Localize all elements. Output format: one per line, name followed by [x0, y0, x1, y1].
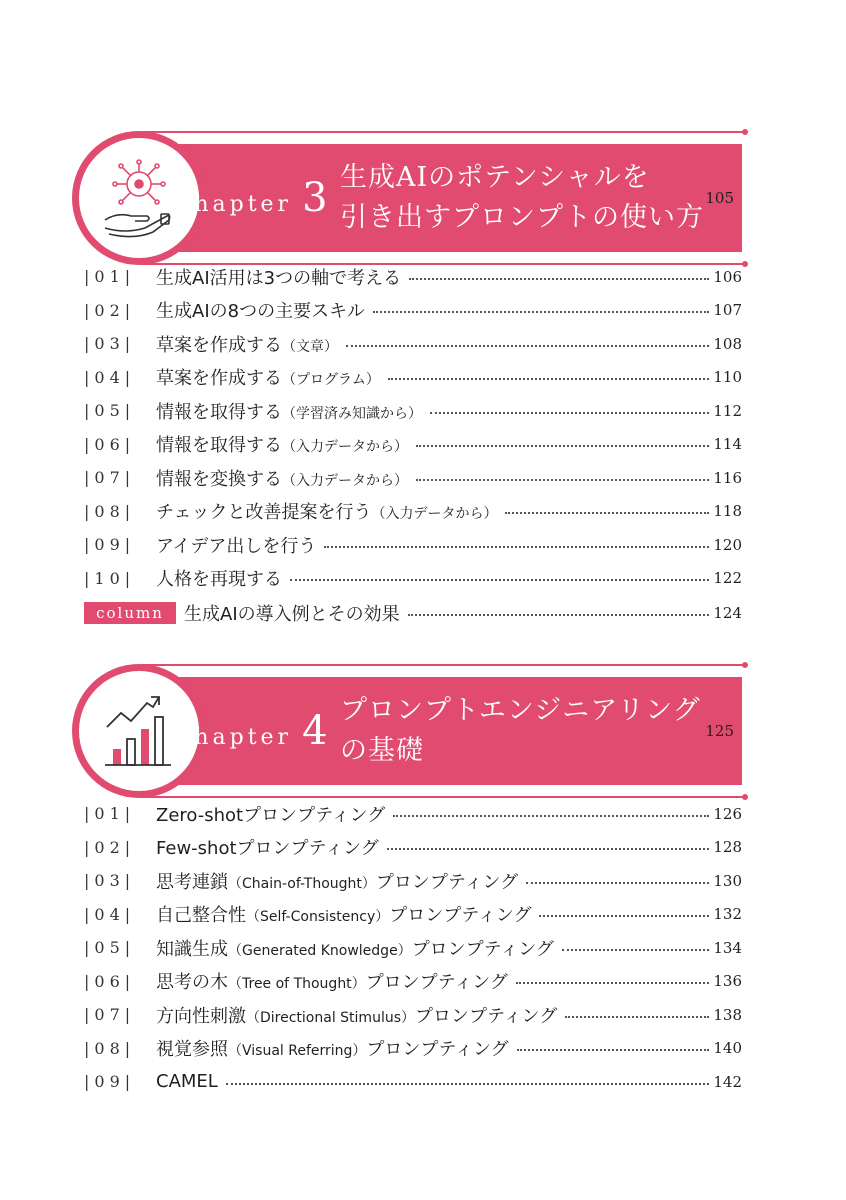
chapter-number: 3 [302, 175, 328, 221]
toc-page: 132 [713, 905, 742, 924]
toc-title [156, 398, 422, 424]
toc-number: |08| [84, 501, 136, 521]
toc-title [156, 1071, 218, 1092]
toc-entry[interactable] [84, 260, 742, 294]
toc-entry[interactable] [84, 1032, 742, 1066]
toc-title-main: 生成AIの8つの主要スキル [156, 301, 365, 323]
dot-leader [346, 345, 709, 347]
toc-title-main: Zero-shotプロンプティング [156, 804, 386, 826]
toc-title-sub: （プログラム） [282, 372, 380, 389]
toc-title [156, 364, 380, 390]
toc-entry[interactable] [84, 864, 742, 898]
toc-entry[interactable] [84, 965, 742, 999]
chapter-3-toc [84, 260, 742, 595]
toc-entry[interactable] [84, 528, 742, 562]
toc-page: 118 [713, 502, 742, 521]
dot-leader [409, 278, 709, 280]
toc-page: 134 [713, 938, 742, 957]
toc-entry[interactable] [84, 1065, 742, 1099]
chapter-4-header [72, 664, 746, 798]
toc-title-main: 情報を取得する [156, 435, 282, 457]
toc-page: 142 [713, 1072, 742, 1091]
toc-title-main: 思考の木 [156, 972, 228, 994]
chapter-4-toc [84, 797, 742, 1099]
toc-number: |08| [84, 1038, 136, 1058]
toc-title-main: 生成AI活用は3つの軸で考える [156, 267, 402, 289]
toc-title-main: 自己整合性 [156, 905, 246, 927]
toc-title [156, 465, 408, 491]
toc-title-suffix: プロンプティング [375, 871, 519, 893]
toc-entry[interactable] [84, 998, 742, 1032]
toc-number: |07| [84, 468, 136, 488]
dot-leader [226, 1083, 710, 1085]
toc-entry[interactable] [84, 294, 742, 328]
chapter-3-header [72, 131, 746, 265]
toc-entry[interactable] [84, 361, 742, 395]
toc-title-main: 草案を作成する [156, 368, 282, 390]
toc-page: 112 [713, 401, 742, 420]
toc-title-suffix: プロンプティング [365, 972, 508, 994]
dot-leader [517, 1049, 710, 1051]
toc-number: |05| [84, 401, 136, 421]
dot-leader [526, 882, 709, 884]
toc-title-sub: （Chain-of-Thought） [228, 875, 376, 892]
toc-title [156, 968, 508, 994]
toc-title [156, 834, 379, 860]
chapter-title-line1: 生成AIのポテンシャルを [340, 162, 650, 193]
chapter-page[interactable]: 105 [705, 189, 734, 207]
toc-title-sub: （Tree of Thought） [228, 976, 366, 993]
toc-entry[interactable] [84, 562, 742, 596]
toc-title-suffix: プロンプティング [366, 1039, 509, 1061]
toc-page: 126 [713, 804, 742, 823]
toc-title-main: 草案を作成する [156, 334, 282, 356]
dot-leader [290, 579, 709, 581]
toc-page: 138 [713, 1005, 742, 1024]
chapter-label [178, 708, 328, 754]
toc-entry[interactable] [84, 394, 742, 428]
toc-page: 130 [713, 871, 742, 890]
toc-title-sub: （Directional Stimulus） [246, 1009, 415, 1026]
toc-number: |09| [84, 1072, 136, 1092]
toc-title-suffix: プロンプティング [415, 1005, 558, 1027]
toc-number: |07| [84, 1005, 136, 1025]
chapter-rule-top [142, 131, 746, 133]
dot-leader [539, 915, 709, 917]
toc-title-main: 思考連鎖 [156, 871, 228, 893]
toc-number: |04| [84, 904, 136, 924]
toc-page: 110 [713, 368, 742, 387]
toc-page: 107 [713, 301, 742, 320]
dot-leader [505, 512, 709, 514]
dot-leader [393, 815, 709, 817]
chapter-label [178, 175, 328, 221]
chapter-word: chapter [178, 725, 293, 750]
dot-leader [565, 1016, 709, 1018]
ai-brain-hand-icon [95, 154, 183, 242]
toc-number: |06| [84, 971, 136, 991]
toc-entry[interactable] [84, 898, 742, 932]
toc-title [156, 331, 338, 357]
toc-number: |03| [84, 871, 136, 891]
toc-number: |01| [84, 804, 136, 824]
toc-title-sub: （入力データから） [371, 506, 498, 523]
toc-entry[interactable] [84, 428, 742, 462]
dot-leader [408, 614, 710, 616]
column-entry[interactable] [84, 596, 742, 630]
toc-entry[interactable] [84, 831, 742, 865]
growth-chart-icon [95, 687, 183, 775]
toc-title [156, 532, 316, 558]
dot-leader [430, 412, 709, 414]
chapter-number: 4 [302, 708, 328, 754]
toc-title-main: Few-shotプロンプティング [156, 838, 379, 860]
toc-title [156, 868, 518, 894]
toc-page: 120 [713, 535, 742, 554]
dot-leader [387, 848, 710, 850]
toc-number: |01| [84, 267, 136, 287]
toc-title [156, 1035, 509, 1061]
toc-page: 128 [713, 838, 742, 857]
toc-number: |03| [84, 334, 136, 354]
toc-number: |06| [84, 434, 136, 454]
toc-title-main: 情報を変換する [156, 468, 282, 490]
toc-title-main: 人格を再現する [156, 569, 282, 591]
toc-title-sub: （Self-Consistency） [246, 909, 390, 926]
toc-title-sub: （入力データから） [282, 439, 408, 456]
toc-title-sub: （Visual Referring） [228, 1043, 367, 1060]
chapter-rule-top [142, 664, 746, 666]
toc-number: |02| [84, 300, 136, 320]
chapter-title [340, 691, 701, 771]
toc-title [156, 801, 385, 827]
chapter-word: chapter [178, 192, 293, 217]
dot-leader [416, 445, 709, 447]
toc-title [156, 264, 401, 290]
toc-entry[interactable] [84, 797, 742, 831]
toc-title-sub: （学習済み知識から） [282, 405, 422, 422]
toc-page: 106 [713, 267, 742, 286]
toc-page: 122 [713, 569, 742, 588]
chapter-title-line2: の基礎 [340, 735, 424, 766]
toc-title-suffix: プロンプティング [411, 938, 554, 960]
toc-page: 116 [713, 468, 742, 487]
toc-page: 136 [713, 972, 742, 991]
toc-number: |05| [84, 938, 136, 958]
toc-number: |04| [84, 367, 136, 387]
chapter-title-line2: 引き出すプロンプトの使い方 [340, 202, 704, 233]
toc-entry[interactable] [84, 931, 742, 965]
toc-title-main: 視覚参照 [156, 1039, 228, 1061]
dot-leader [388, 378, 709, 380]
toc-title-sub: （Generated Knowledge） [228, 942, 412, 959]
dot-leader [324, 546, 709, 548]
toc-title-main: 知識生成 [156, 938, 228, 960]
toc-title [156, 565, 282, 591]
dot-leader [373, 311, 709, 313]
toc-page: 124 [713, 603, 742, 622]
toc-number: |02| [84, 837, 136, 857]
toc-title-sub: （文章） [282, 338, 338, 355]
toc-title [156, 431, 408, 457]
toc-title [156, 297, 365, 323]
toc-entry[interactable] [84, 495, 742, 529]
toc-title-main: チェックと改善提案を行う [156, 502, 372, 524]
toc-entry[interactable] [84, 461, 742, 495]
toc-title-main: 方向性刺激 [156, 1005, 246, 1027]
toc-title [156, 935, 554, 961]
chapter-title-line1: プロンプトエンジニアリング [340, 695, 701, 726]
toc-page: 114 [713, 435, 742, 454]
toc-title-main: CAMEL [156, 1071, 218, 1093]
toc-title [156, 1002, 557, 1028]
toc-title-main: アイデア出しを行う [156, 535, 317, 557]
dot-leader [516, 982, 709, 984]
toc-number: |09| [84, 535, 136, 555]
chapter-title [340, 158, 704, 238]
chapter-page[interactable]: 125 [705, 722, 734, 740]
dot-leader [562, 949, 709, 951]
toc-title: 生成AIの導入例とその効果 [184, 603, 400, 625]
toc-page: 108 [713, 334, 742, 353]
toc-title-suffix: プロンプティング [389, 905, 532, 927]
column-tag: column [84, 602, 176, 624]
toc-title [156, 901, 531, 927]
toc-title-main: 情報を取得する [156, 401, 282, 423]
toc-title [156, 498, 497, 524]
toc-number: |10| [84, 568, 136, 588]
toc-page: 140 [713, 1039, 742, 1058]
toc-title-sub: （入力データから） [282, 472, 408, 489]
dot-leader [416, 479, 709, 481]
toc-entry[interactable] [84, 327, 742, 361]
